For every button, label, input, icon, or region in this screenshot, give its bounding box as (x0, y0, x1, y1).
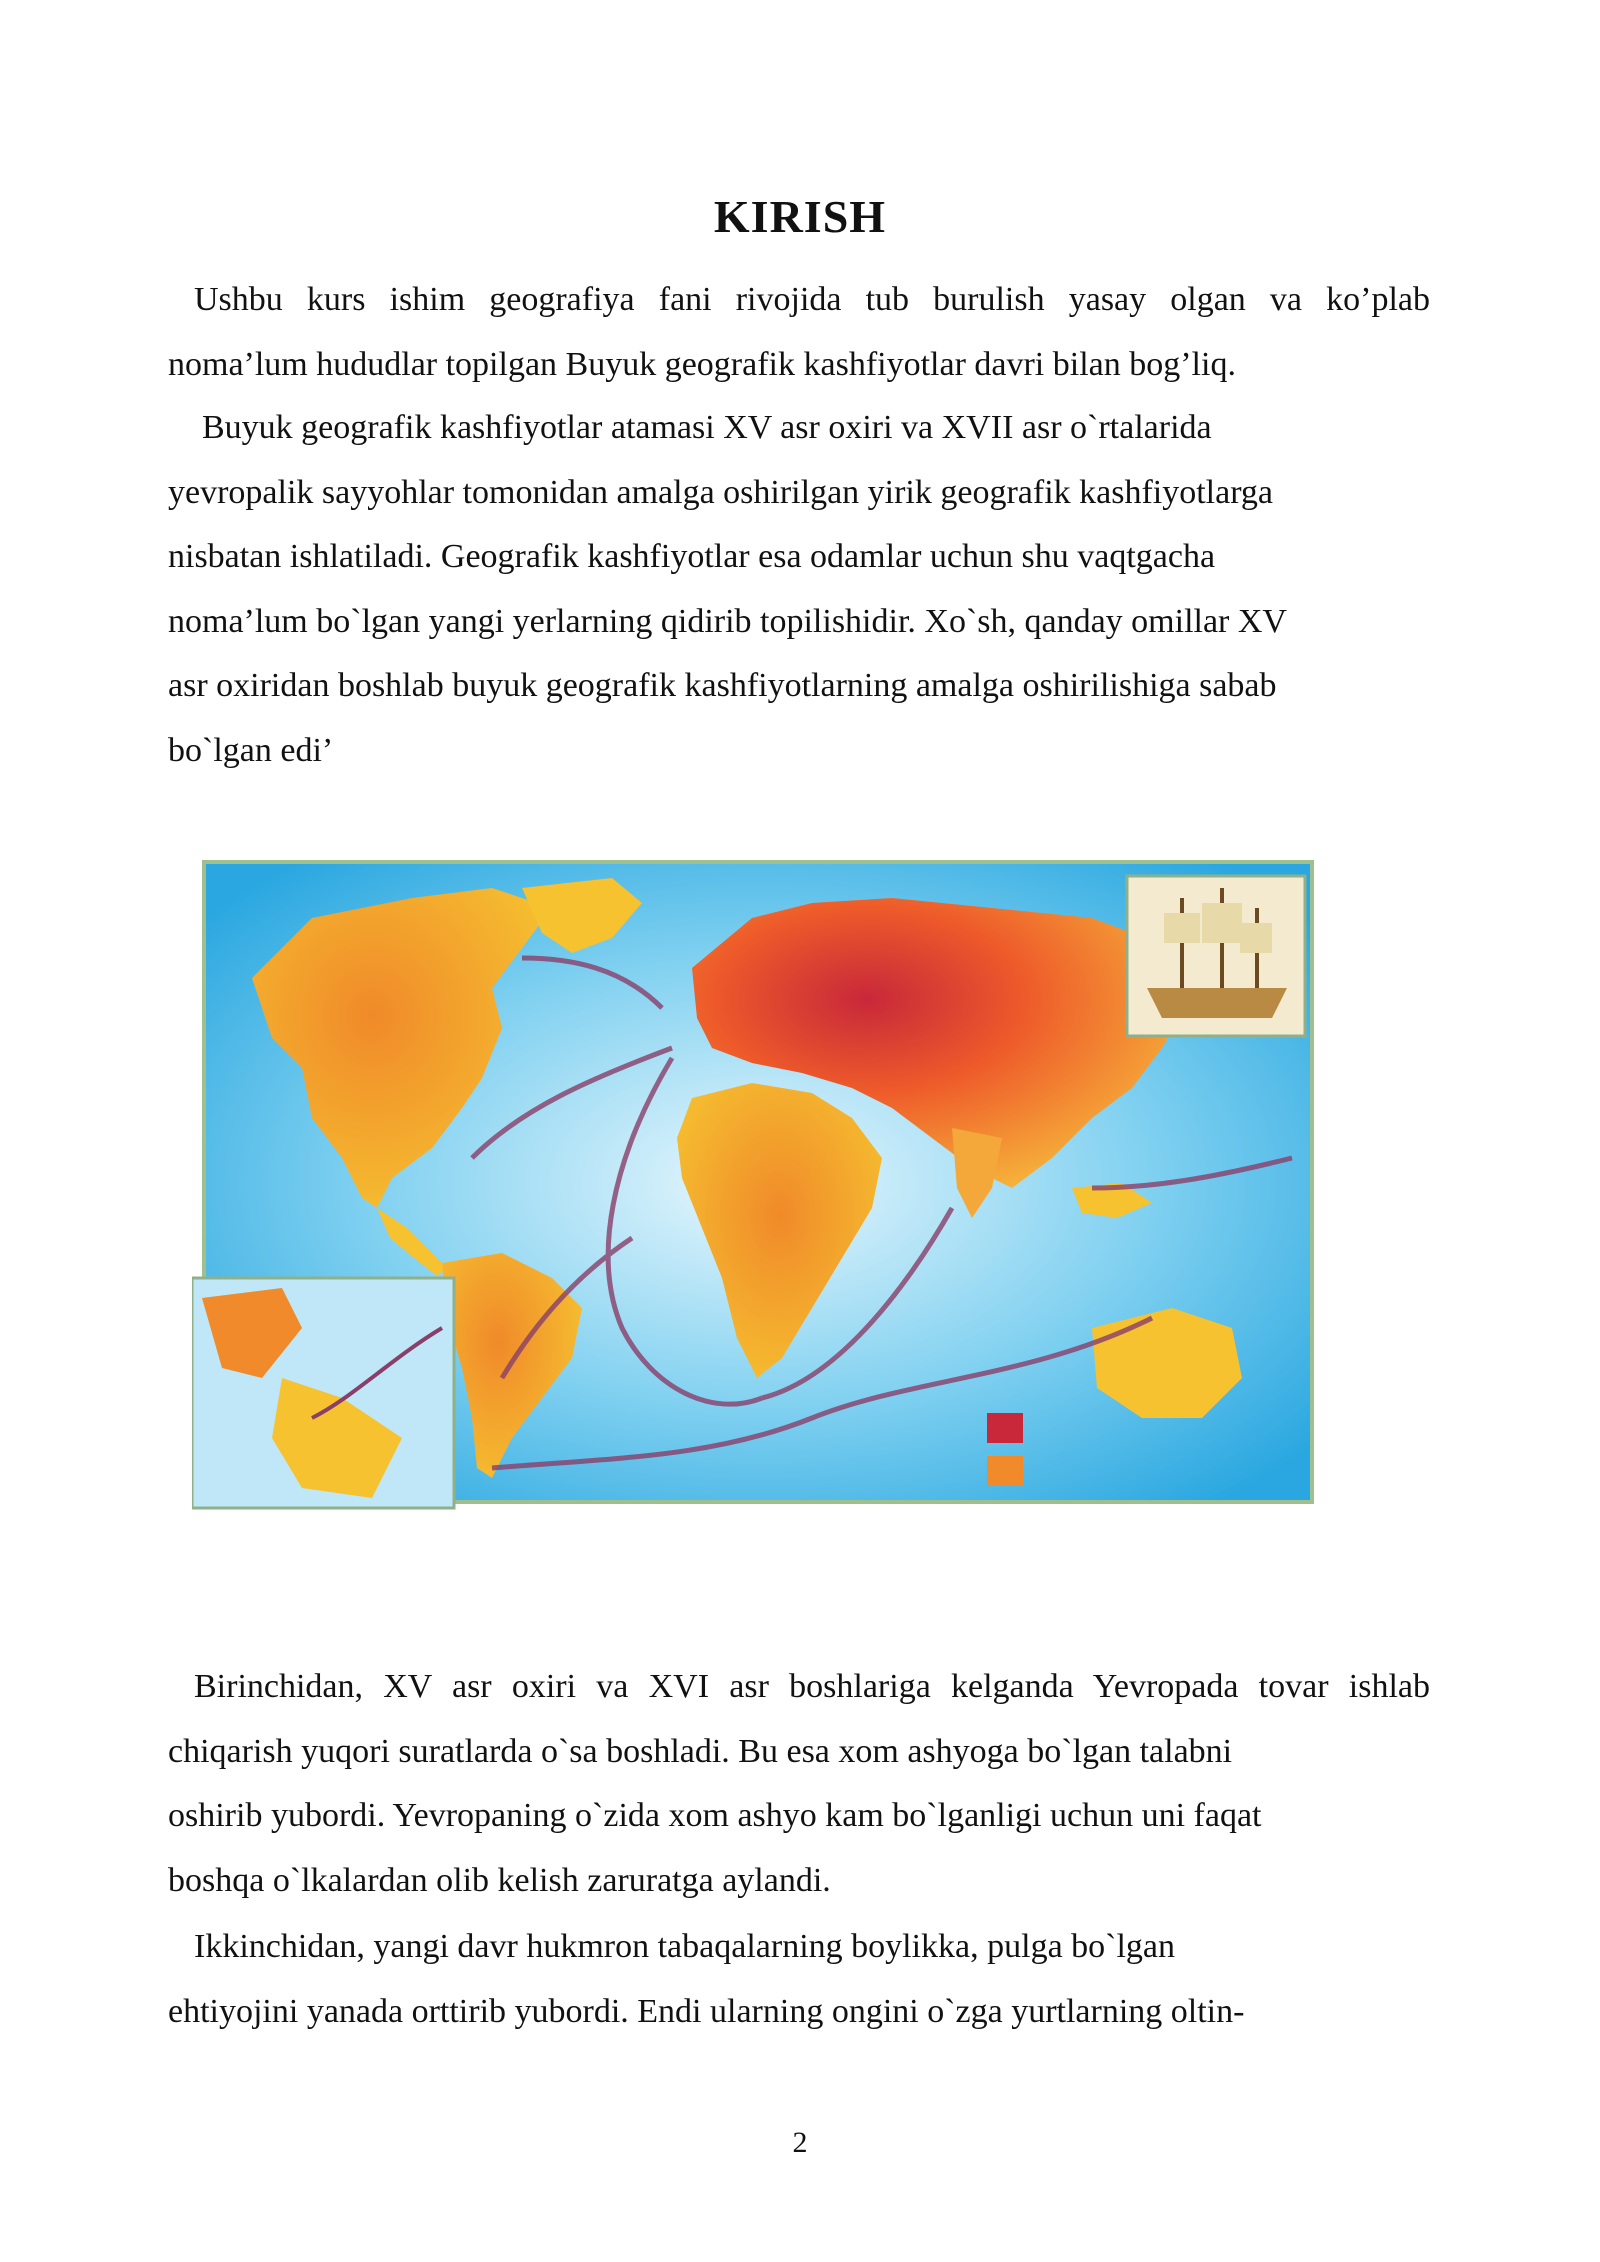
text-line: nisbatan ishlatiladi. Geografik kashfiyotlar esa odamlar uchun shu vaqtgacha (168, 538, 1216, 575)
text-line: Ikkinchidan, yangi davr hukmron tabaqalarning boylikka, pulga bo`lgan (194, 1928, 1176, 1965)
world-map-figure (192, 858, 1327, 1518)
text-line: asr oxiridan boshlab buyuk geografik kashfiyotlarning amalga oshirilishiga sabab (168, 667, 1277, 704)
text-line: ehtiyojini yanada orttirib yubordi. Endi ularning ongini o`zga yurtlarning oltin- (168, 1992, 1245, 2030)
text-line: noma’lum hududlar topilgan Buyuk geografik kashfiyotlar davri bilan bog’liq. (168, 345, 1236, 383)
paragraph-intro (168, 268, 1430, 397)
paragraph-first-reason (168, 1655, 1430, 1913)
text-line: yevropalik sayyohlar tomonidan amalga oshirilgan yirik geografik kashfiyotlarga (168, 473, 1274, 511)
text-line: Buyuk geografik kashfiyotlar atamasi XV asr oxiri va XVII asr o`rtalarida (202, 409, 1212, 446)
text-line: Ushbu kurs ishim geografiya fani rivojida tub burulish yasay olgan va ko’plab (194, 281, 1430, 318)
text-line: Birinchidan, XV asr oxiri va XVI asr boshlariga kelganda Yevropada tovar ishlab (194, 1668, 1430, 1705)
inset-map (192, 1278, 454, 1508)
ship-illustration (1127, 876, 1305, 1036)
text-line: boshqa o`lkalardan olib kelish zaruratga aylandi. (168, 1861, 831, 1899)
page-number: 2 (792, 2126, 808, 2159)
paragraph-definition (168, 396, 1430, 783)
paragraph-second-reason (168, 1915, 1430, 2044)
text-line: oshirib yubordi. Yevropaning o`zida xom ashyo kam bo`lganligi uchun uni faqat (168, 1797, 1262, 1834)
text-line: bo`lgan edi’ (168, 731, 334, 769)
page-title: KIRISH (713, 191, 887, 242)
text-line: noma’lum bo`lgan yangi yerlarning qidirib topilishidir. Xo`sh, qanday omillar XV (168, 602, 1287, 640)
text-line: chiqarish yuqori suratlarda o`sa boshladi. Bu esa xom ashyoga bo`lgan talabni (168, 1732, 1233, 1770)
